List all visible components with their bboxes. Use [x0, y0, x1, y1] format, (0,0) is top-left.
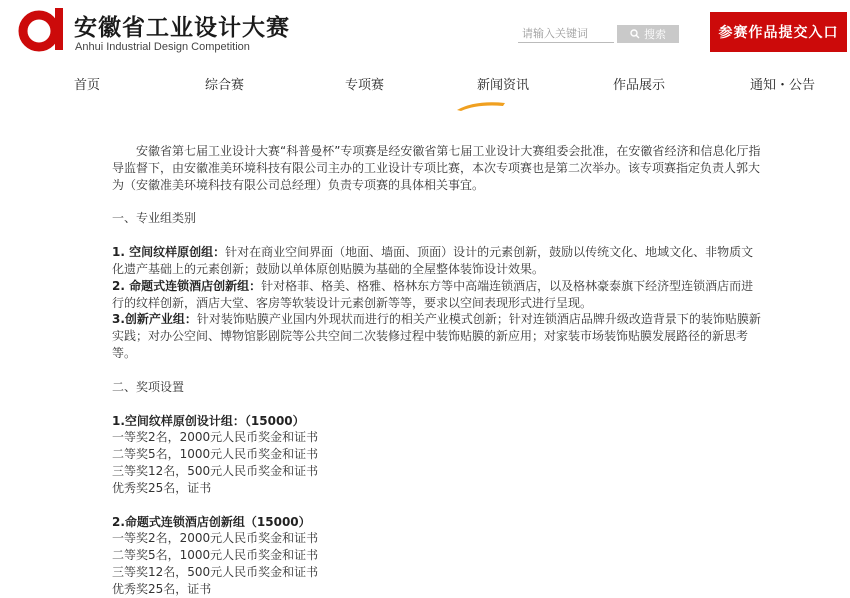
prize-group-title: 2.命题式连锁酒店创新组（15000）	[112, 514, 311, 529]
prize-line: 优秀奖25名，证书	[112, 581, 212, 596]
prize-line: 二等奖5名，1000元人民币奖金和证书	[112, 548, 319, 563]
search-button-label: 搜索	[644, 28, 666, 41]
group-item	[112, 311, 762, 361]
group-item	[112, 244, 762, 278]
group-item	[112, 278, 762, 312]
prize-line: 一等奖2名，2000元人民币奖金和证书	[112, 430, 319, 445]
nav-news[interactable]: 新闻资讯	[477, 78, 530, 93]
nav-notices[interactable]: 通知・公告	[750, 78, 816, 93]
nav-comprehensive[interactable]: 综合赛	[205, 78, 245, 93]
group-title: 1. 空间纹样原创组：	[112, 245, 226, 260]
prize-line: 三等奖12名，500元人民币奖金和证书	[112, 463, 319, 478]
prize-group-title: 1.空间纹样原创设计组：（15000）	[112, 413, 305, 428]
nav-works[interactable]: 作品展示	[613, 78, 666, 93]
group-text: 针对格菲、格美、格雅、格林东方等中高端连锁酒店，以及格林豪泰旗下经济型连锁酒店而进行的纹样创新，酒店大堂、客房等软装设计元素创新等等，要求以空间表现形式进行呈现。	[112, 278, 754, 310]
active-tab-indicator	[455, 100, 507, 112]
group-title: 2. 命题式连锁酒店创新组：	[112, 278, 262, 293]
prize-line: 二等奖5名，1000元人民币奖金和证书	[112, 447, 319, 462]
nav-special[interactable]: 专项赛	[345, 78, 385, 93]
group-title: 3.创新产业组：	[112, 312, 197, 327]
nav-home[interactable]: 首页	[74, 78, 101, 93]
section-heading: 一、专业组类别	[112, 211, 197, 226]
site-subtitle: Anhui Industrial Design Competition	[75, 41, 250, 53]
article-intro: 安徽省第七届工业设计大赛“科普曼杯”专项赛是经安徽省第七届工业设计大赛组委会批准，在安徽省经济和信息化厅指导监督下，由安徽准美环境科技有限公司主办的工业设计专项比赛，本次专项赛也是第二次举办。该专项赛指定负责人郭大为（安徽准美环境科技有限公司总经理）负责专项赛的具体相关事宜。	[112, 144, 761, 192]
prize-line: 一等奖2名，2000元人民币奖金和证书	[112, 531, 319, 546]
article-body	[112, 143, 762, 598]
group-text: 针对装饰贴膜产业国内外现状而进行的相关产业模式创新；针对连锁酒店品牌升级改造背景下的装饰贴膜新实践；对办公空间、博物馆影剧院等公共空间二次装修过程中装饰贴膜的新应用；对家装市场装饰贴膜发展路径的新思考等。	[112, 312, 761, 360]
search-button[interactable]	[617, 25, 679, 43]
prize-line: 优秀奖25名，证书	[112, 480, 212, 495]
search-icon	[630, 29, 640, 39]
section-heading: 二、奖项设置	[112, 379, 185, 394]
submit-entry-button[interactable]: 参赛作品提交入口	[710, 12, 847, 52]
site-title[interactable]: 安徽省工业设计大赛	[74, 15, 290, 41]
group-text: 针对在商业空间界面（地面、墙面、顶面）设计的元素创新，鼓励以传统文化、地域文化、非物质文化遗产基础上的元素创新；鼓励以单体原创贴膜为基础的全屋整体装饰设计效果。	[112, 245, 754, 276]
prize-line: 三等奖12名，500元人民币奖金和证书	[112, 564, 319, 579]
search-input[interactable]	[518, 25, 614, 43]
logo-icon	[18, 6, 64, 52]
